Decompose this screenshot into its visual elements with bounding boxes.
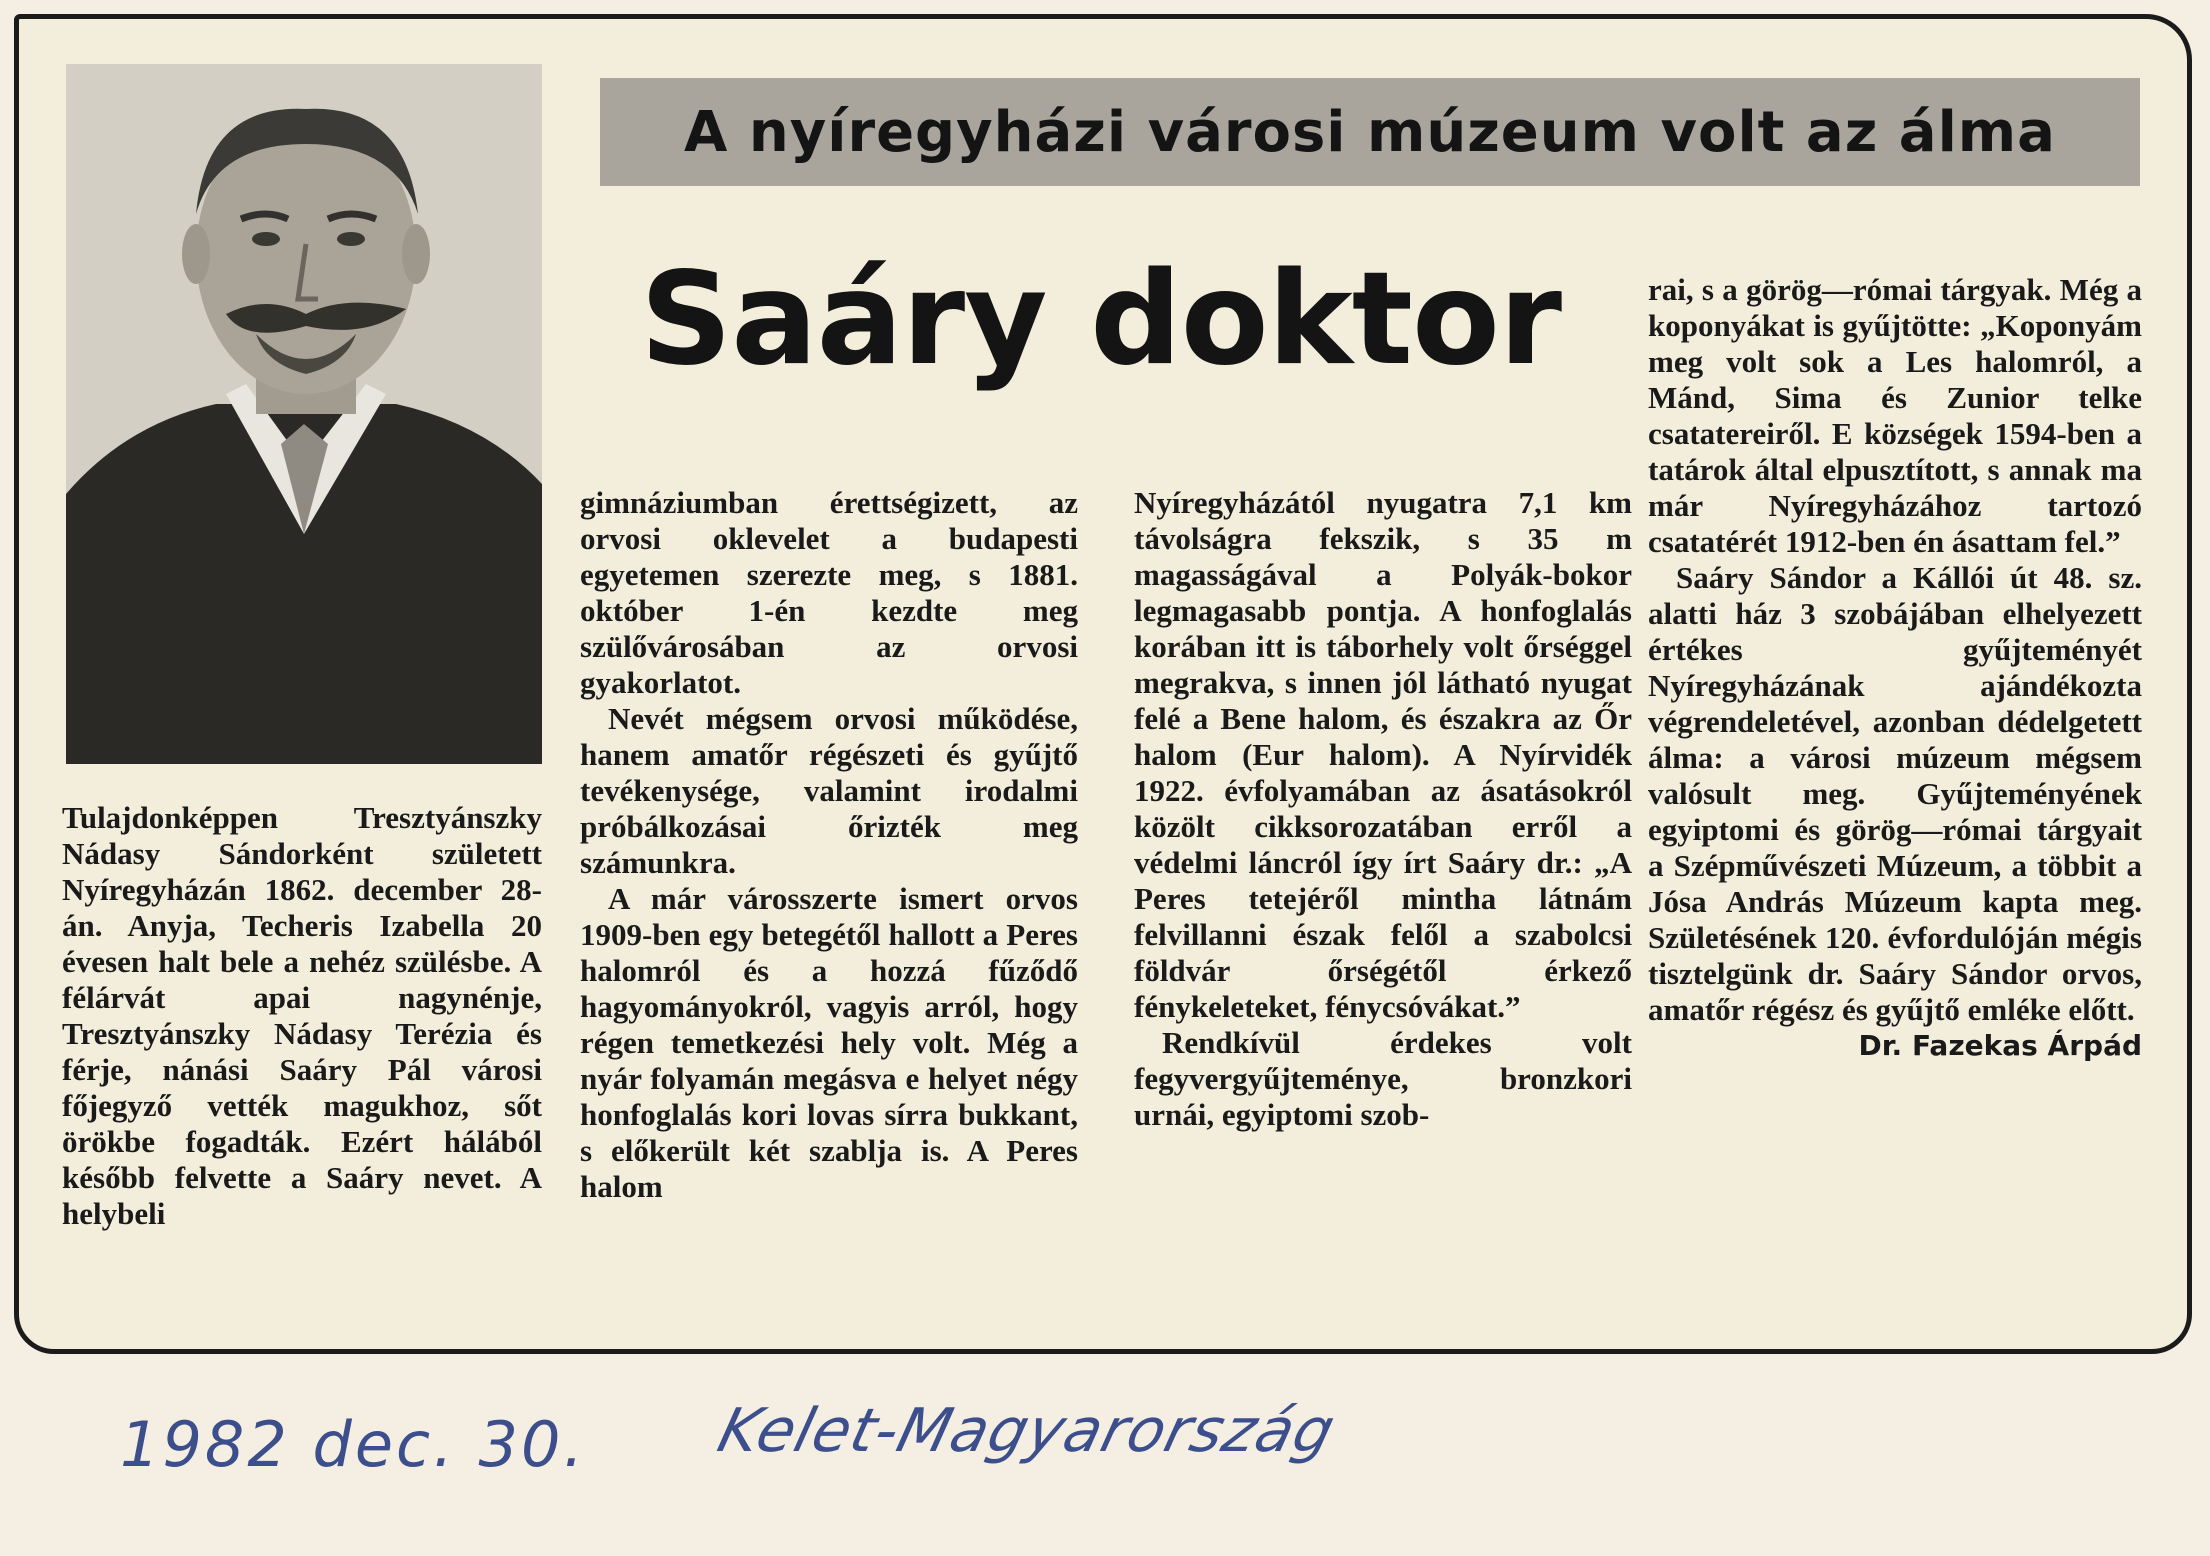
- paragraph: Rendkívül érdekes volt fegyvergyűjteménye, bronzkori urnái, egyiptomi szob-: [1134, 1025, 1632, 1132]
- kicker-banner: [600, 78, 2140, 186]
- article-title: Saáry doktor: [640, 245, 1561, 394]
- column-4: [1648, 272, 2142, 1064]
- paragraph: rai, s a görög—római tárgyak. Még a koponyákat is gyűjtötte: „Koponyám meg volt sok a Les halomról, a Mánd, Sima és Zunior telke csatatereiről. E községek 1594-ben a tatárok által elpusztított, s annak ma már Nyíregyházához tartozó csatatérét 1912-ben én ásattam fel.”: [1648, 272, 2142, 559]
- paragraph: A már városszerte ismert orvos 1909-ben egy betegétől hallott a Peres halomról és a hozzá fűződő hagyományokról, vagyis arról, hogy régen temetkezési hely volt. Még a nyár folyamán megásva e helyet négy honfoglalás kori lovas sírra bukkant, s előkerült két szablja is. A Peres halom: [580, 881, 1078, 1204]
- author-signature: Dr. Fazekas Árpád: [1858, 1029, 2142, 1062]
- paragraph: Nyíregyházától nyugatra 7,1 km távolságra fekszik, s 35 m magasságával a Polyák-bokor legmagasabb pontja. A honfoglalás korában itt is táborhely volt őrséggel megrakva, s innen jól látható nyugat felé a Bene halom, és északra az Őr halom (Eur halom). A Nyírvidék 1922. évfolyamában az ásatásokról közölt cikksorozatában erről a védelmi láncról így írt Saáry dr.: „A Peres tetejéről mintha látnám felvillanni észak felől a szabolcsi földvár őrségétől érkező fénykeleteket, fénycsóvákat.”: [1134, 485, 1632, 1024]
- handwritten-date: 1982 dec. 30.: [120, 1408, 587, 1481]
- handwritten-newspaper-name: Kelet-Magyarország: [711, 1396, 1343, 1466]
- kicker-headline: A nyíregyházi városi múzeum volt az álma: [684, 99, 2056, 165]
- column-2: [580, 485, 1078, 1205]
- column-1: [62, 800, 542, 1232]
- paragraph: Saáry Sándor a Kállói út 48. sz. alatti ház 3 szobájában elhelyezett értékes gyűjteményét Nyíregyházának ajándékozta végrendeletével, azonban dédelgetett álma: a városi múzeum mégsem valósult meg. Gyűjteményének egyiptomi és görög—római tárgyait a Szépművészeti Múzeum, a többit a Jósa András Múzeum kapta meg. Születésének 120. évfordulóján mégis tisztelgünk dr. Saáry Sándor orvos, amatőr régész és gyűjtő emléke előtt.: [1648, 560, 2142, 1027]
- paragraph: gimnáziumban érettségizett, az orvosi oklevelet a budapesti egyetemen szerezte meg, s 1881. október 1-én kezdte meg szülővárosában az orvosi gyakorlatot.: [580, 485, 1078, 700]
- paragraph: Tulajdonképpen Tresztyánszky Nádasy Sándorként született Nyíregyházán 1862. december 28-án. Anyja, Techeris Izabella 20 évesen halt bele a nehéz szülésbe. A félárvát apai nagynénje, Tresztyánszky Nádasy Terézia és férje, nánási Saáry Pál városi főjegyző vették magukhoz, sőt örökbe fogadták. Ezért hálából később felvette a Saáry nevet. A helybeli: [62, 800, 542, 1231]
- portrait-icon: [66, 64, 542, 764]
- column-3: [1134, 485, 1632, 1133]
- portrait-photo: [66, 64, 542, 764]
- paragraph: Nevét mégsem orvosi működése, hanem amatőr régészeti és gyűjtő tevékenysége, valamint irodalmi próbálkozásai őrizték meg számunkra.: [580, 701, 1078, 880]
